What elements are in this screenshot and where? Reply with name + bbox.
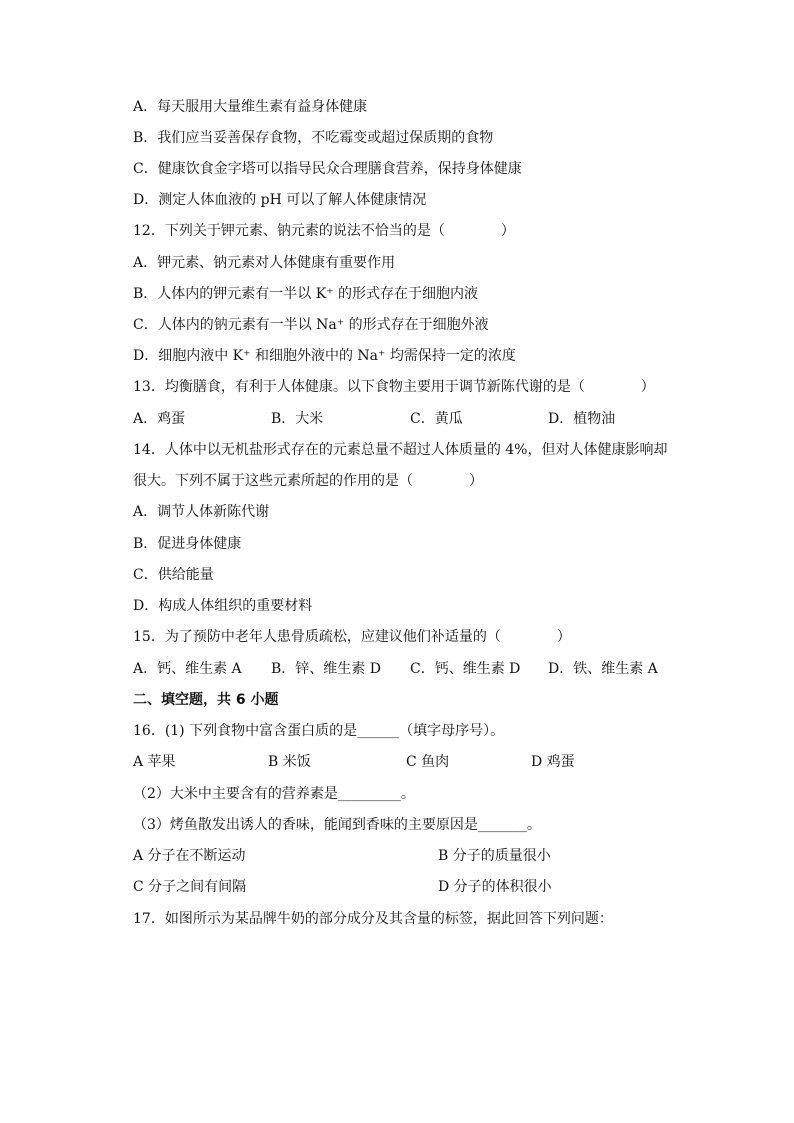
q17-stem: 17．如图所示为某品牌牛奶的部分成分及其含量的标签，据此回答下列问题： bbox=[133, 911, 613, 927]
q14-option-b: B．促进身体健康 bbox=[133, 536, 242, 552]
q16-sub-option-d: D 分子的体积很小 bbox=[438, 879, 552, 895]
q16-sub-option-c: C 分子之间有间隔 bbox=[133, 879, 247, 895]
q16-option-c: C 鱼肉 bbox=[406, 754, 450, 770]
q16-sub-option-b: B 分子的质量很小 bbox=[438, 848, 551, 864]
q11-option-c: C．健康饮食金字塔可以指导民众合理膳食营养，保持身体健康 bbox=[133, 161, 522, 177]
q13-stem: 13．均衡膳食，有利于人体健康。以下食物主要用于调节新陈代谢的是（ ） bbox=[133, 379, 655, 395]
q13-option-c: C．黄瓜 bbox=[410, 411, 463, 427]
q15-option-a: A．钙、维生素 A bbox=[133, 661, 242, 677]
q15-stem: 15．为了预防中老年人患骨质疏松，应建议他们补适量的（ ） bbox=[133, 629, 571, 645]
q16-part2: （2）大米中主要含有的营养素是_________。 bbox=[133, 786, 415, 802]
q14-option-a: A．调节人体新陈代谢 bbox=[133, 504, 270, 520]
q13-option-b: B．大米 bbox=[271, 411, 324, 427]
q15-option-c: C．钙、维生素 D bbox=[410, 661, 521, 677]
q16-option-b: B 米饭 bbox=[268, 754, 311, 770]
q11-option-a: A．每天服用大量维生素有益身体健康 bbox=[133, 99, 368, 115]
q16-part3: （3）烤鱼散发出诱人的香味，能闻到香味的主要原因是_______。 bbox=[133, 817, 541, 833]
q14-stem-line1: 14．人体中以无机盐形式存在的元素总量不超过人体质量的 4%，但对人体健康影响却 bbox=[133, 442, 668, 458]
q16-sub-option-a: A 分子在不断运动 bbox=[133, 848, 246, 864]
section-heading: 二、填空题，共 6 小题 bbox=[133, 692, 279, 708]
q15-option-d: D．铁、维生素 A bbox=[548, 661, 658, 677]
q14-option-d: D．构成人体组织的重要材料 bbox=[133, 598, 313, 614]
q13-option-d: D．植物油 bbox=[548, 411, 616, 427]
q11-option-d: D．测定人体血液的 pH 可以了解人体健康情况 bbox=[133, 192, 427, 208]
q12-option-a: A．钾元素、钠元素对人体健康有重要作用 bbox=[133, 255, 396, 271]
q14-stem-line2: 很大。下列不属于这些元素所起的作用的是（ ） bbox=[133, 473, 483, 489]
q16-part1: 16．(1) 下列食物中富含蛋白质的是______（填字母序号）。 bbox=[133, 723, 505, 739]
q16-option-d: D 鸡蛋 bbox=[531, 754, 575, 770]
q12-stem: 12．下列关于钾元素、钠元素的说法不恰当的是（ ） bbox=[133, 223, 515, 239]
q12-option-b: B．人体内的钾元素有一半以 K⁺ 的形式存在于细胞内液 bbox=[133, 286, 479, 302]
q11-option-b: B．我们应当妥善保存食物，不吃霉变或超过保质期的食物 bbox=[133, 130, 494, 146]
q16-option-a: A 苹果 bbox=[133, 754, 176, 770]
q13-option-a: A．鸡蛋 bbox=[133, 411, 186, 427]
q12-option-c: C．人体内的钠元素有一半以 Na⁺ 的形式存在于细胞外液 bbox=[133, 317, 489, 333]
q12-option-d: D．细胞内液中 K⁺ 和细胞外液中的 Na⁺ 均需保持一定的浓度 bbox=[133, 348, 516, 364]
q14-option-c: C．供给能量 bbox=[133, 567, 214, 583]
q15-option-b: B．锌、维生素 D bbox=[271, 661, 381, 677]
